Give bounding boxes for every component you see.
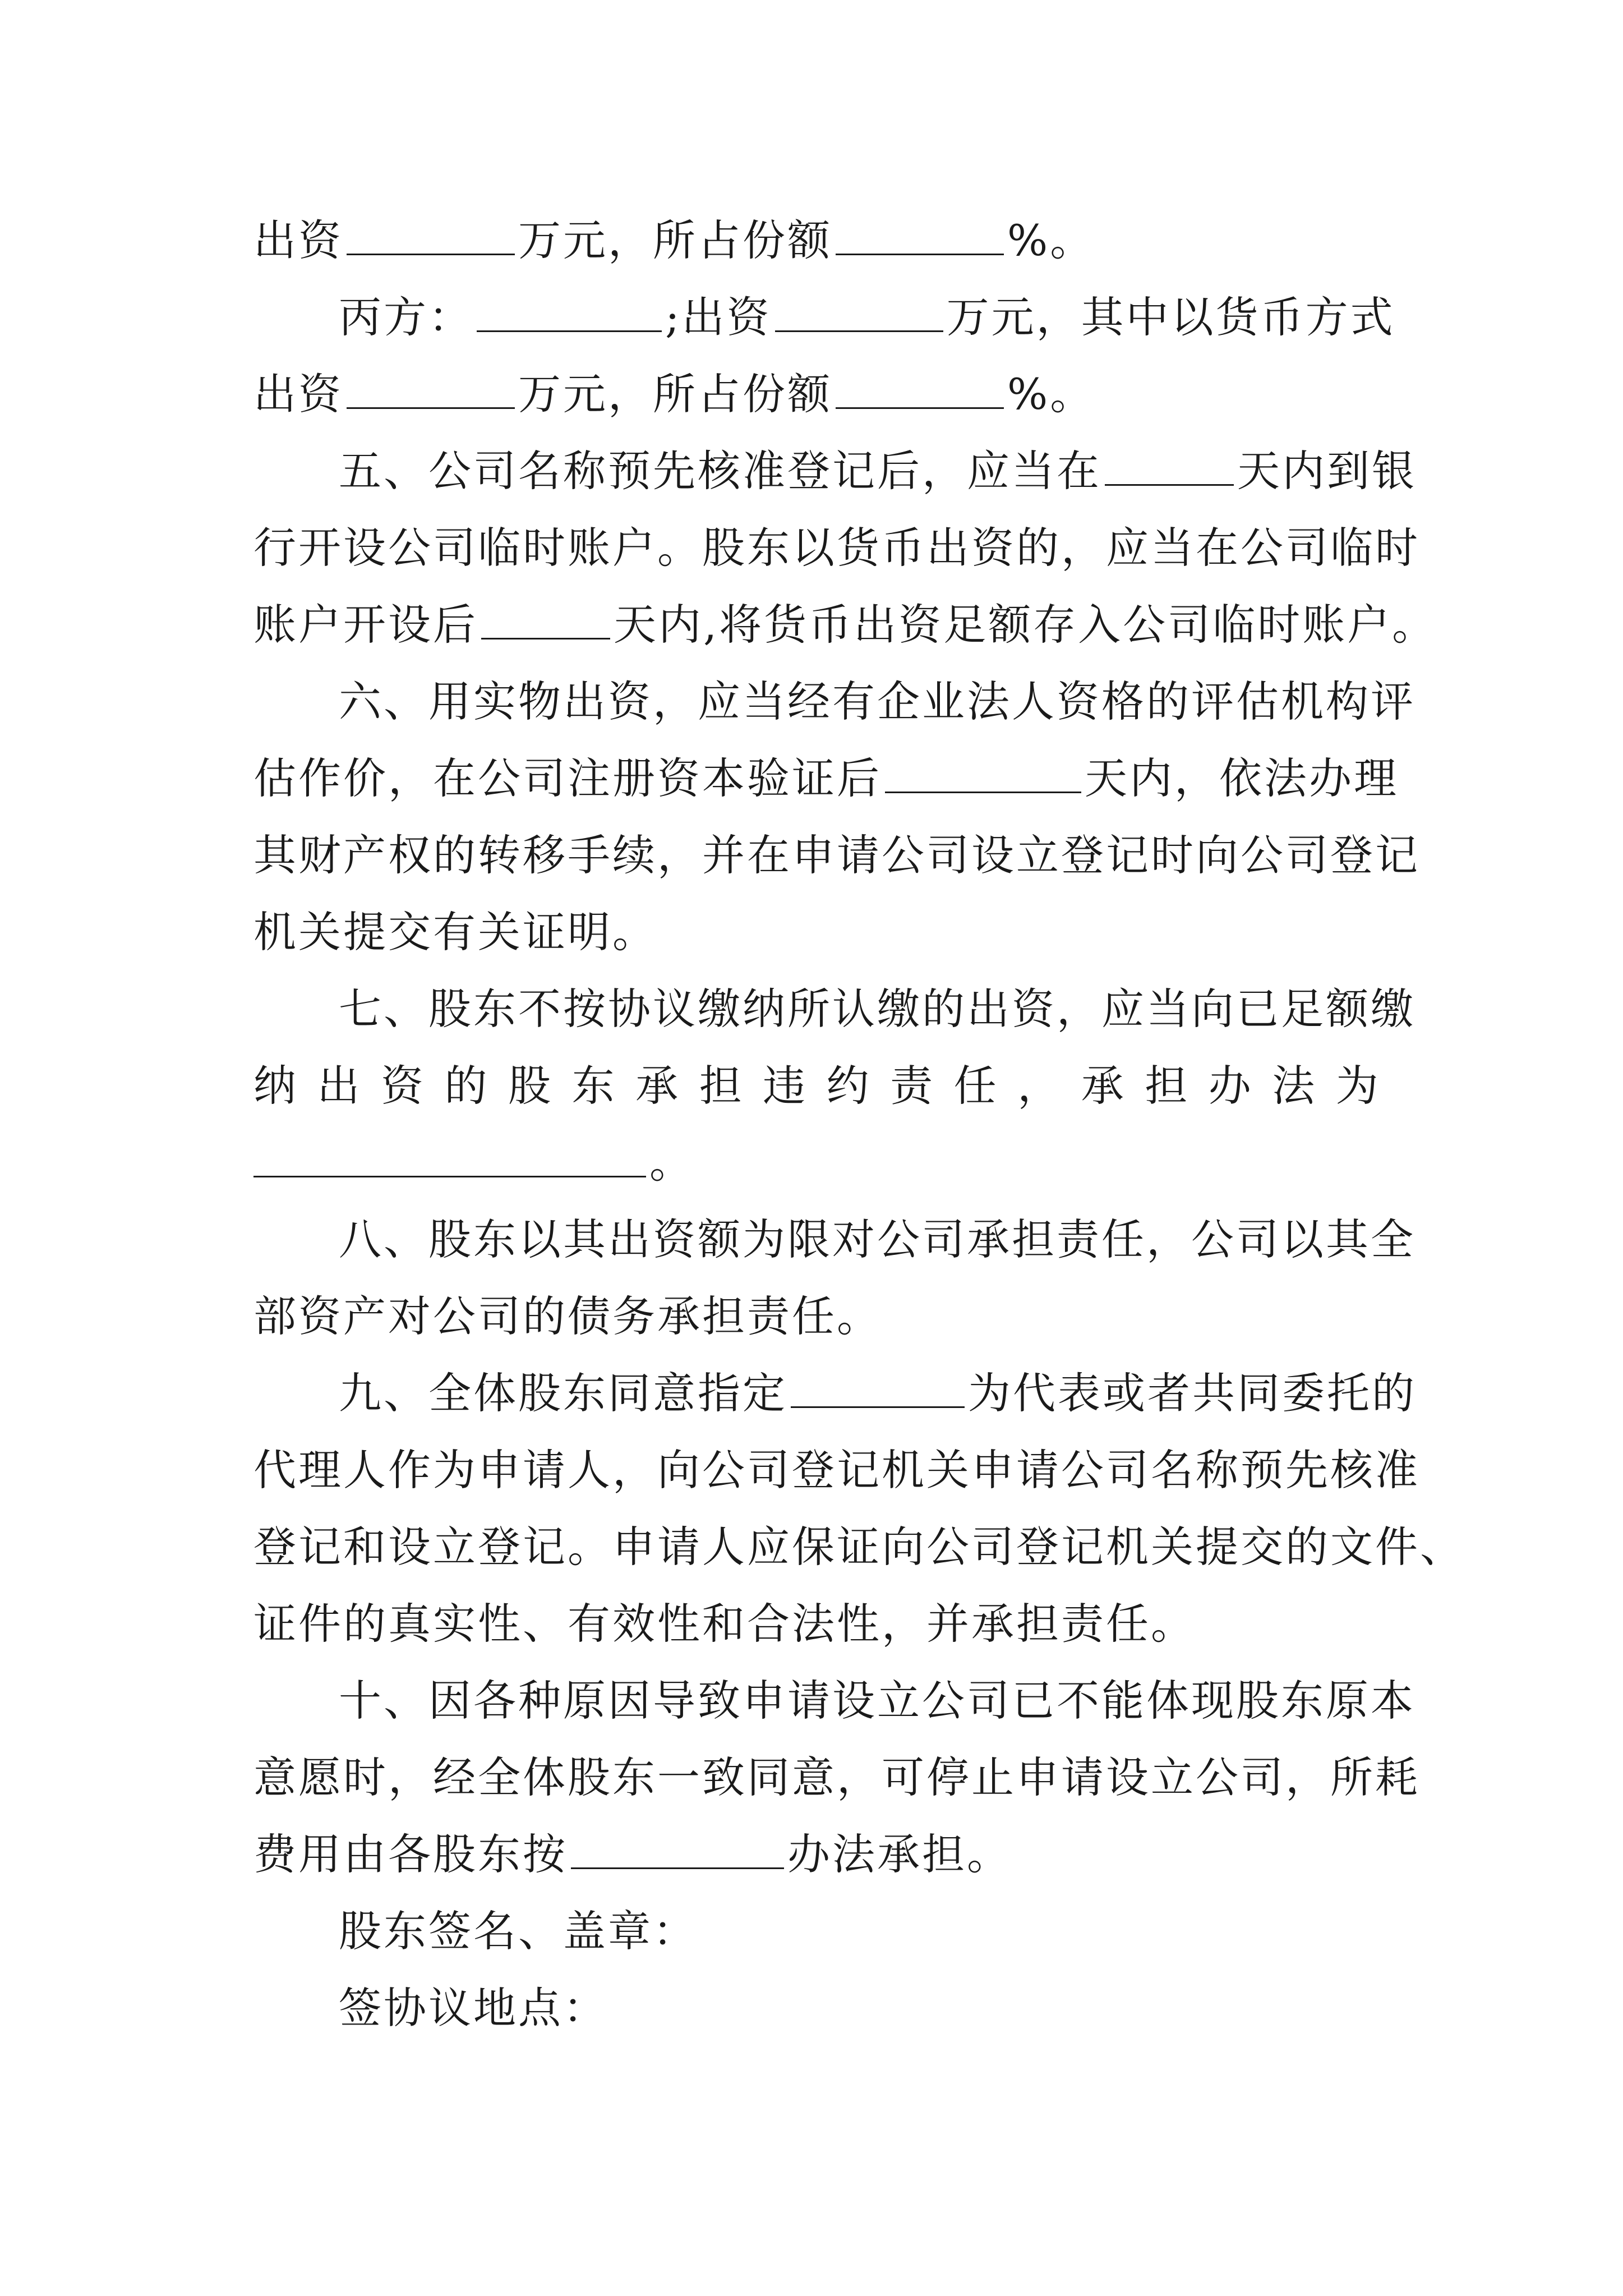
text-char: 办 — [1208, 1061, 1253, 1111]
clause-8-line-2 — [253, 1278, 1381, 1355]
text-fragment: 七、股东不按协议缴纳所认缴的出资，应当向已足额缴 — [339, 984, 1415, 1034]
text-fragment: 万元，所占份额 — [518, 369, 832, 419]
text-char: 约 — [826, 1061, 872, 1111]
clause-8-line-1 — [253, 1201, 1415, 1278]
text-fragment: ;出资 — [665, 292, 772, 342]
blank-field[interactable] — [481, 602, 610, 639]
clause-6-line-2 — [253, 740, 1399, 817]
text-fragment: 丙方： — [339, 292, 473, 342]
blank-field[interactable] — [836, 371, 1004, 409]
clause-10-line-1 — [253, 1662, 1415, 1739]
text-fragment: 万元，所占份额 — [518, 215, 832, 265]
blank-field[interactable] — [836, 218, 1004, 255]
clause-9-line-2 — [253, 1432, 1420, 1508]
text-fragment: 意愿时，经全体股东一致同意，可停止申请设立公司，所耗 — [253, 1752, 1420, 1802]
text-fragment: %。 — [1007, 215, 1095, 265]
clause-7-line-1 — [253, 970, 1415, 1047]
text-fragment: %。 — [1007, 369, 1095, 419]
text-char: 担 — [1145, 1061, 1190, 1111]
signature-line — [253, 1893, 1381, 1970]
clause-6-line-3 — [253, 817, 1420, 894]
text-fragment: 十、因各种原因导致申请设立公司已不能体现股东原本 — [339, 1676, 1415, 1726]
text-char: 的 — [444, 1061, 490, 1111]
blank-field[interactable] — [571, 1832, 784, 1869]
text-fragment: 代理人作为申请人，向公司登记机关申请公司名称预先核准 — [253, 1445, 1420, 1495]
text-fragment: 六、用实物出资，应当经有企业法人资格的评估机构评 — [339, 677, 1415, 726]
blank-field[interactable] — [347, 371, 515, 409]
clause-6-line-4 — [253, 894, 1381, 970]
clause-5-line-2 — [253, 509, 1420, 586]
text-fragment: 天内，依法办理 — [1085, 753, 1399, 803]
text-char: 资 — [381, 1061, 426, 1111]
text-fragment: 九、全体股东同意指定 — [339, 1368, 787, 1418]
text-fragment: 为代表或者共同委托的 — [968, 1368, 1417, 1418]
text-char: 责 — [890, 1061, 935, 1111]
clause-7-line-2 — [253, 1047, 1381, 1124]
text-fragment: 天内,将货币出资足额存入公司临时账户。 — [614, 600, 1437, 650]
text-fragment: 五、公司名称预先核准登记后，应当在 — [339, 446, 1101, 496]
blank-field[interactable] — [791, 1370, 965, 1408]
text-char: 担 — [699, 1061, 744, 1111]
text-fragment: 。 — [649, 1138, 694, 1188]
text-fragment: 出资 — [253, 369, 343, 419]
text-fragment: 机关提交有关证明。 — [253, 907, 657, 957]
clause-5-line-1 — [253, 432, 1417, 509]
clause-10-line-2 — [253, 1739, 1420, 1816]
text-char: 违 — [763, 1061, 808, 1111]
text-fragment: 万元，其中以货币方式 — [946, 292, 1395, 342]
text-char: 任 — [953, 1061, 999, 1111]
blank-field[interactable] — [775, 295, 943, 332]
blank-field[interactable] — [1105, 448, 1234, 486]
clause-5-line-3 — [253, 586, 1437, 663]
text-char: 承 — [635, 1061, 681, 1111]
text-fragment: 其财产权的转移手续，并在申请公司设立登记时向公司登记 — [253, 830, 1420, 880]
location-label: 签协议地点： — [339, 1983, 608, 2033]
line-capital-b — [253, 202, 1381, 279]
agreement-text — [253, 202, 1465, 2046]
text-fragment: 费用由各股东按 — [253, 1829, 568, 1879]
text-fragment: 部资产对公司的债务承担责任。 — [253, 1291, 882, 1341]
clause-9-line-1 — [253, 1355, 1417, 1432]
text-fragment: 八、股东以其出资额为限对公司承担责任，公司以其全 — [339, 1214, 1415, 1264]
blank-field[interactable] — [477, 295, 662, 332]
blank-field[interactable] — [885, 756, 1081, 793]
text-char: 东 — [571, 1061, 617, 1111]
text-fragment: 办法承担。 — [787, 1829, 1012, 1879]
blank-field[interactable] — [347, 218, 515, 255]
text-char: 纳 — [253, 1061, 298, 1111]
text-fragment: 估作价，在公司注册资本验证后 — [253, 753, 882, 803]
signature-label: 股东签名、盖章： — [339, 1906, 698, 1956]
text-fragment: 行开设公司临时账户。股东以货币出资的，应当在公司临时 — [253, 523, 1420, 573]
text-char: 为 — [1335, 1061, 1381, 1111]
clause-10-line-3 — [253, 1816, 1381, 1893]
line-capital-c — [253, 356, 1381, 432]
clause-9-line-4 — [253, 1585, 1381, 1662]
text-fragment: 出资 — [253, 215, 343, 265]
text-char: 出 — [317, 1061, 362, 1111]
location-line — [253, 1970, 1381, 2046]
clause-7-line-3 — [253, 1124, 1381, 1201]
blank-field[interactable] — [253, 1140, 646, 1177]
line-party-c — [253, 279, 1395, 356]
text-char: 法 — [1272, 1061, 1317, 1111]
text-fragment: 登记和设立登记。申请人应保证向公司登记机关提交的文件、 — [253, 1522, 1465, 1572]
clause-9-line-3 — [253, 1508, 1465, 1585]
text-fragment: 天内到银 — [1237, 446, 1417, 496]
text-char: 承 — [1081, 1061, 1126, 1111]
text-fragment: 账户开设后 — [253, 600, 478, 650]
text-fragment: 证件的真实性、有效性和合法性，并承担责任。 — [253, 1599, 1196, 1649]
text-char: 股 — [508, 1061, 554, 1111]
text-char: ， — [1017, 1061, 1063, 1111]
clause-6-line-1 — [253, 663, 1415, 740]
